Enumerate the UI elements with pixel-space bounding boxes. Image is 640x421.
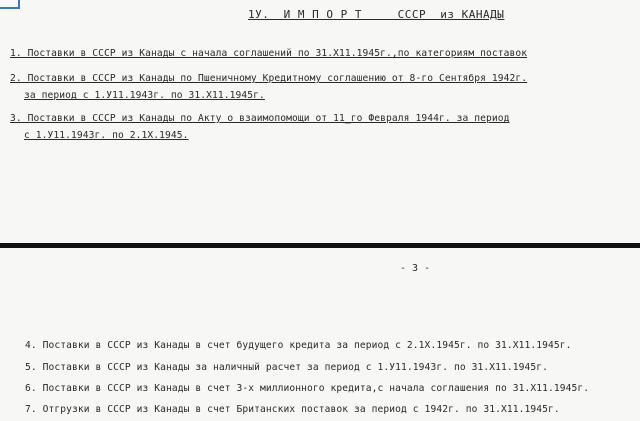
list-item-4: 4. Поставки в СССР из Канады в счет будущего кредита за период с 2.1Х.1945г. по 31.Х11.1945г.: [25, 340, 572, 351]
list-item-3-line-1: 3. Поставки в СССР из Канады по Акту о взаимопомощи от 11_го Февраля 1944г. за период: [10, 113, 510, 124]
document-page-bottom: [0, 249, 640, 421]
list-item-1: 1. Поставки в СССР из Канады с начала соглашений по 31.Х11.1945г.,по категориям поставок: [10, 48, 528, 59]
list-item-2-line-2: за период с 1.У11.1943г. по 31.Х11.1945г.: [24, 90, 265, 101]
page-divider: [0, 243, 640, 248]
page-number: - 3 -: [400, 263, 431, 274]
list-item-7: 7. Отгрузки в СССР из Канады в счет Британских поставок за период с 1942г. по 31.Х11.1945г.: [25, 404, 560, 415]
list-item-6: 6. Поставки в СССР из Канады в счет 3-х миллионного кредита,с начала соглашения по 31.Х11.1945г.: [25, 383, 590, 394]
list-item-3-line-2: с 1.У11.1943г. по 2.1Х.1945.: [24, 130, 189, 141]
section-title: 1У. И М П О Р Т СССР из КАНАДЫ: [248, 8, 505, 21]
corner-marker: [0, 0, 20, 9]
list-item-5: 5. Поставки в СССР из Канады за наличный расчет за период с 1.У11.1943г. по 31.Х11.1945г.: [25, 362, 548, 373]
list-item-2-line-1: 2. Поставки в СССР из Канады по Пшеничному Кредитному соглашению от 8-го Сентября 1942г.: [10, 73, 528, 84]
